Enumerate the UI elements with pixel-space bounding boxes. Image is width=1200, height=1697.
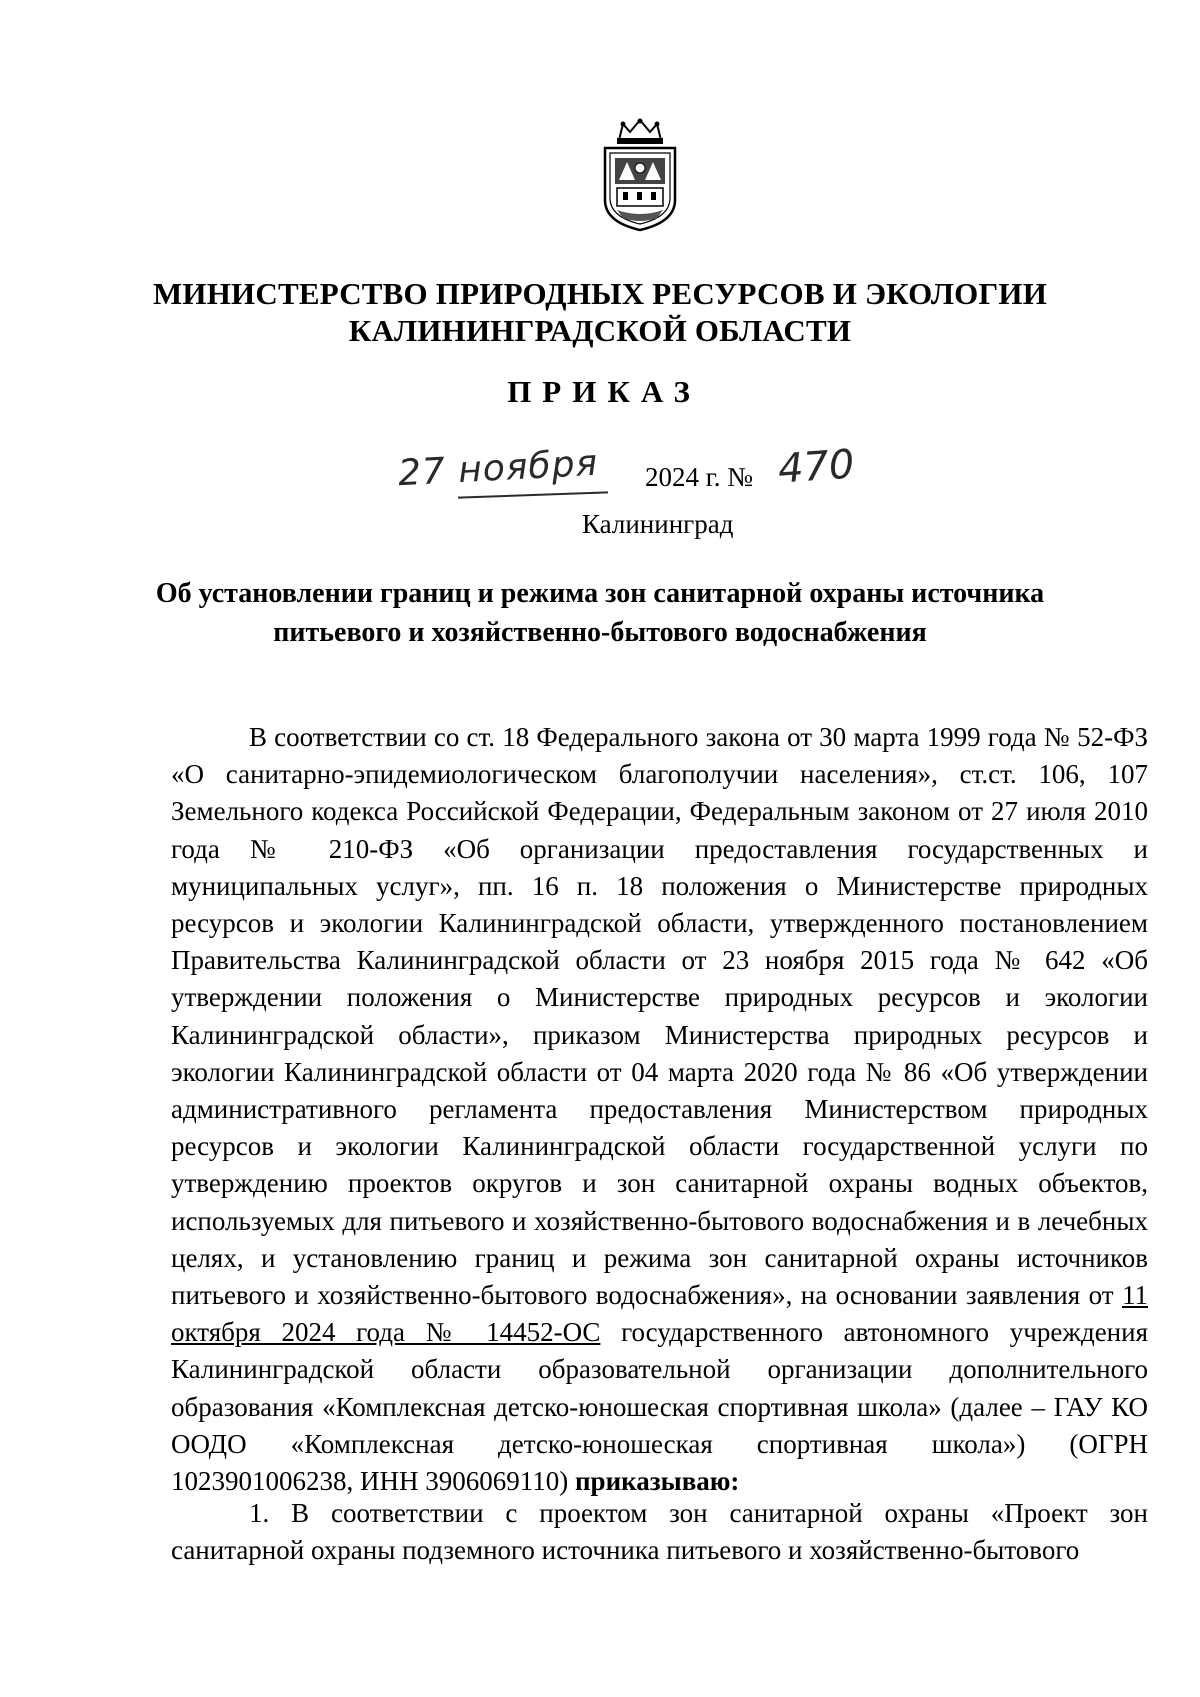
order-verb: приказываю: [575, 1466, 740, 1497]
paragraph-2-text: 1. В соответствии с проектом зон санитарной охраны «Проект зон санитарной охраны подземного источника питьевого и хозяйственно-бытового [171, 1498, 1148, 1566]
kaliningrad-coat-of-arms-icon [597, 118, 683, 233]
order-title-line2: питьевого и хозяйственно-бытового водоснабжения [273, 617, 927, 648]
paragraph-1-text: В соответствии со ст. 18 Федерального закона от 30 марта 1999 года № 52-ФЗ «О санитарно-эпидемиологическом благополучии населения», ст.ст. 106, 107 Земельного кодекса Российской Федерации, Федеральным законом от 27 июля 2010 года № 210-ФЗ «Об организации предоставления государственных и муниципальных услуг», пп. 16 п. 18 положения о Министерстве природных ресурсов и экологии Калининградской области, утвержденного постановлением Правительства Калининградской области от 23 ноября 2015 года № 642 «Об утверждении положения о Министерстве природных ресурсов и экологии Калининградской области», приказом Министерства природных ресурсов и экологии Калининградской области от 04 марта 2020 года № 86 «Об утверждении административного регламента предоставления Министерством природных ресурсов и экологии Калининградской области государственной услуги по утверждению проектов округов и зон санитарной охраны водных объектов, используемых для питьевого и хозяйственно-бытового водоснабжения и в лечебных целях, и установлению границ и режима зон санитарной охраны источников питьевого и хозяйственно-бытового водоснабжения», на основании заявления от [171, 722, 1148, 1311]
application-reference: 11 октября 2024 года № 14452-ОС [171, 1280, 1149, 1348]
body-paragraph-2 [171, 1495, 1148, 1569]
city-name: Калининград [582, 509, 734, 539]
handwritten-date: 27 ноября [397, 442, 600, 495]
ministry-name-line2: КАЛИНИНГРАДСКОЙ ОБЛАСТИ [348, 313, 852, 348]
document-type: ПРИКАЗ [507, 374, 701, 409]
date-number-row [397, 441, 878, 508]
body-paragraph-1 [171, 719, 1148, 1500]
year-label: 2024 г. № [645, 462, 754, 492]
handwritten-number: 470 [776, 441, 856, 493]
date-underline [458, 491, 608, 498]
order-title-line1: Об установлении границ и режима зон санитарной охраны источника [155, 578, 1045, 609]
ministry-name-line1: МИНИСТЕРСТВО ПРИРОДНЫХ РЕСУРСОВ И ЭКОЛОГИИ [152, 276, 1048, 311]
paragraph-1-continuation: государственного автономного учреждения Калининградской области образовательной организации дополнительного образования «Комплексная детско-юношеская спортивная школа» (далее – ГАУ КО ООДО «Комплексная детско-юношеская спортивная школа») (ОГРН 1023901006238, ИНН 3906069110) [171, 1317, 1149, 1497]
